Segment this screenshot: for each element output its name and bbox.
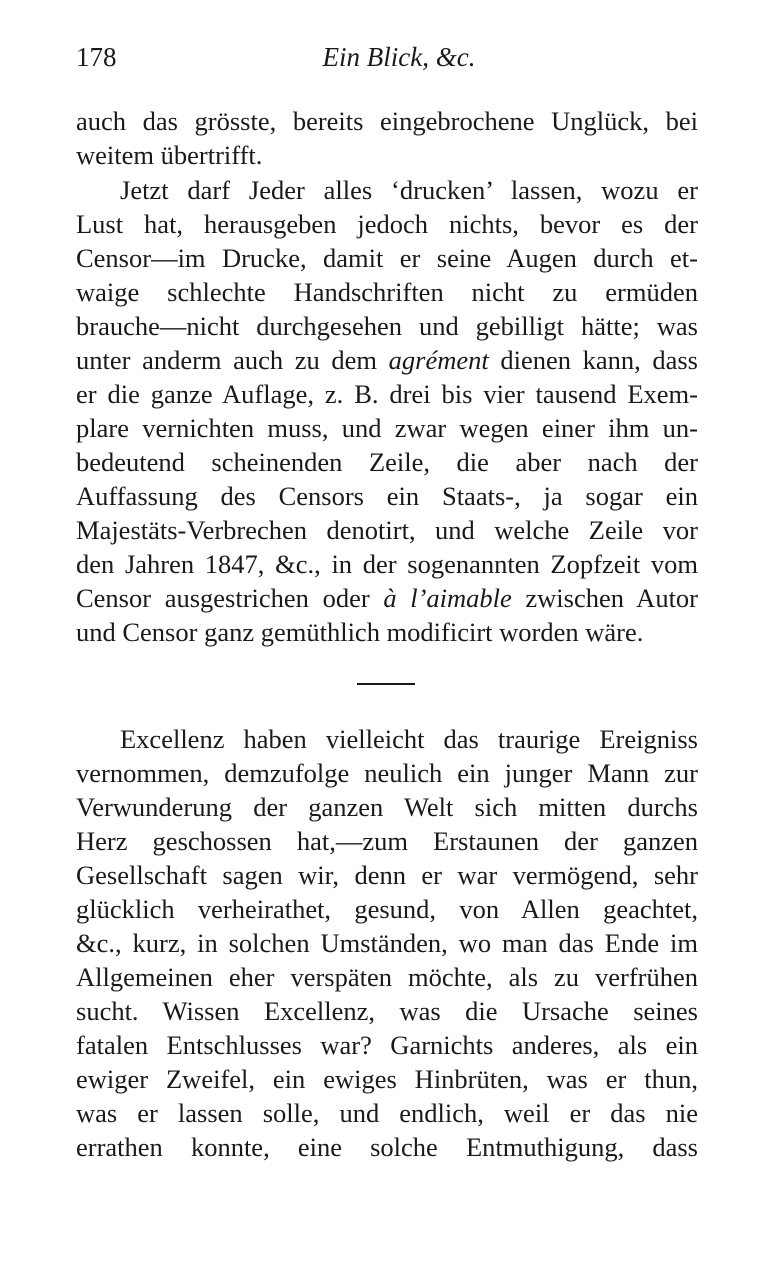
text-line: glücklich verheirathet, gesund, von Allen geachtet, [76,894,698,924]
text-line: &c., kurz, in solchen Umständen, wo man das Ende im [76,928,698,958]
text-line: auch das grösste, bereits eingebrochene Unglück, bei [76,106,698,136]
text-line: Jetzt darf Jeder alles ‘drucken’ lassen, wozu er [120,175,698,205]
text-line: Verwunderung der ganzen Welt sich mitten durchs [76,792,698,822]
text-segment: dienen kann, dass [488,345,698,375]
text-line: weitem übertrifft. [76,140,263,170]
text-segment: unter anderm auch zu dem [76,345,389,375]
paragraph-1 [76,104,698,172]
text-line: was er lassen solle, und endlich, weil er das nie [76,1098,698,1128]
text-segment: Censor ausgestrichen oder [76,583,384,613]
text-segment: zwischen Autor [511,583,699,613]
text-line: den Jahren 1847, &c., in der sogenannten Zopfzeit vom [76,549,698,579]
text-line: und Censor ganz gemüthlich modificirt worden wäre. [76,617,644,647]
italic-text: à l’aimable [383,583,512,613]
italic-text: agrément [388,345,489,375]
section-separator-rule [357,683,415,685]
text-line: Majestäts-Verbrechen denotirt, und welche Zeile vor [76,515,698,545]
text-line: Excellenz haben vielleicht das traurige Ereigniss [120,724,698,754]
paragraph-3 [76,722,698,1164]
text-line: Censor—im Drucke, damit er seine Augen durch et- [76,243,698,273]
text-line: ewiger Zweifel, ein ewiges Hinbrüten, was er thun, [76,1064,698,1094]
text-line: sucht. Wissen Excellenz, was die Ursache seines [76,996,698,1026]
running-head: Ein Blick, &c. [322,42,476,72]
text-line: plare vernichten muss, und zwar wegen einer ihm un- [76,413,698,443]
text-line: Auffassung des Censors ein Staats-, ja sogar ein [76,481,698,511]
text-line: waige schlechte Handschriften nicht zu ermüden [76,277,698,307]
text-line: bedeutend scheinenden Zeile, die aber nach der [76,447,698,477]
text-line: errathen konnte, eine solche Entmuthigung, dass [76,1132,698,1162]
page-number: 178 [76,42,117,72]
page-header [76,42,698,78]
text-line: Gesellschaft sagen wir, denn er war vermögend, sehr [76,860,698,890]
text-line: er die ganze Auflage, z. B. drei bis vier tausend Exem- [76,379,698,409]
text-line: fatalen Entschlusses war? Garnichts anderes, als ein [76,1030,698,1060]
text-line: Lust hat, herausgeben jedoch nichts, bevor es der [76,209,698,239]
text-line [76,343,698,377]
paragraph-2 [76,173,698,649]
text-line: vernommen, demzufolge neulich ein junger Mann zur [76,758,698,788]
text-line: Allgemeinen eher verspäten möchte, als zu verfrühen [76,962,698,992]
text-line [76,581,698,615]
text-line: brauche—nicht durchgesehen und gebilligt hätte; was [76,311,698,341]
text-line: Herz geschossen hat,—zum Erstaunen der ganzen [76,826,698,856]
